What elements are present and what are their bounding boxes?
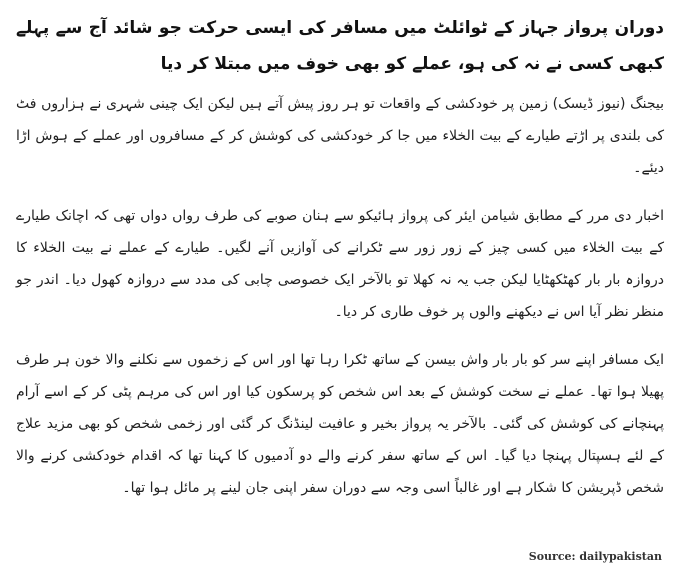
article-headline: دوران پرواز جہاز کے ٹوائلٹ میں مسافر کی ایسی حرکت جو شائد آج سے پہلے کبھی کسی نے نہ کی ہو، عملے کو بھی خوف میں مبتلا کر دیا bbox=[16, 18, 664, 74]
article-paragraph: بیجنگ (نیوز ڈیسک) زمین پر خودکشی کے واقعات تو ہر روز پیش آتے ہیں لیکن ایک چینی شہری نے ہزاروں فٹ کی بلندی پر اڑتے طیارے کے بیت الخلاء میں جا کر خودکشی کی کوشش کر کے مسافروں اور عملے کے ہوش اڑا دیئے۔ bbox=[16, 96, 664, 176]
article bbox=[16, 10, 664, 520]
article-paragraph: ایک مسافر اپنے سر کو بار بار واش بیسن کے ساتھ ٹکرا رہا تھا اور اس کے زخموں سے نکلنے والا خون ہر طرف پھیلا ہوا تھا۔ عملے نے سخت کوشش کے بعد اس شخص کو پرسکون کیا اور اس کی مرہم پٹی کر کے اسے آرام پہنچانے کی کوشش کی گئی۔ بالآخر یہ پرواز بخیر و عافیت لینڈنگ کر گئی اور زخمی شخص کو بھی مزید علاج کے لئے ہسپتال پہنچا دیا گیا۔ اس کے ساتھ سفر کرنے والے دو آدمیوں کا کہنا تھا کہ اقدام خودکشی کرنے والا شخص ڈپریشن کا شکار ہے اور غالباً اسی وجہ سے دوران سفر اپنی جان لینے پر مائل ہوا تھا۔ bbox=[16, 352, 664, 496]
source-credit: Source: dailypakistan bbox=[528, 550, 662, 563]
article-paragraph: اخبار دی مرر کے مطابق شیامن ایئر کی پرواز ہائیکو سے ہنان صوبے کی طرف رواں دواں تھی کہ اچانک طیارے کے بیت الخلاء میں کسی چیز کے زور زور سے ٹکرانے کی آوازیں آنے لگیں۔ طیارے کے عملے نے بیت الخلاء کا دروازہ بار بار کھٹکھٹایا لیکن جب یہ نہ کھلا تو بالآخر ایک خصوصی چابی کی مدد سے دروازہ کھول دیا۔ اندر جو منظر نظر آیا اس نے دیکھنے والوں پر خوف طاری کر دیا۔ bbox=[16, 208, 664, 320]
